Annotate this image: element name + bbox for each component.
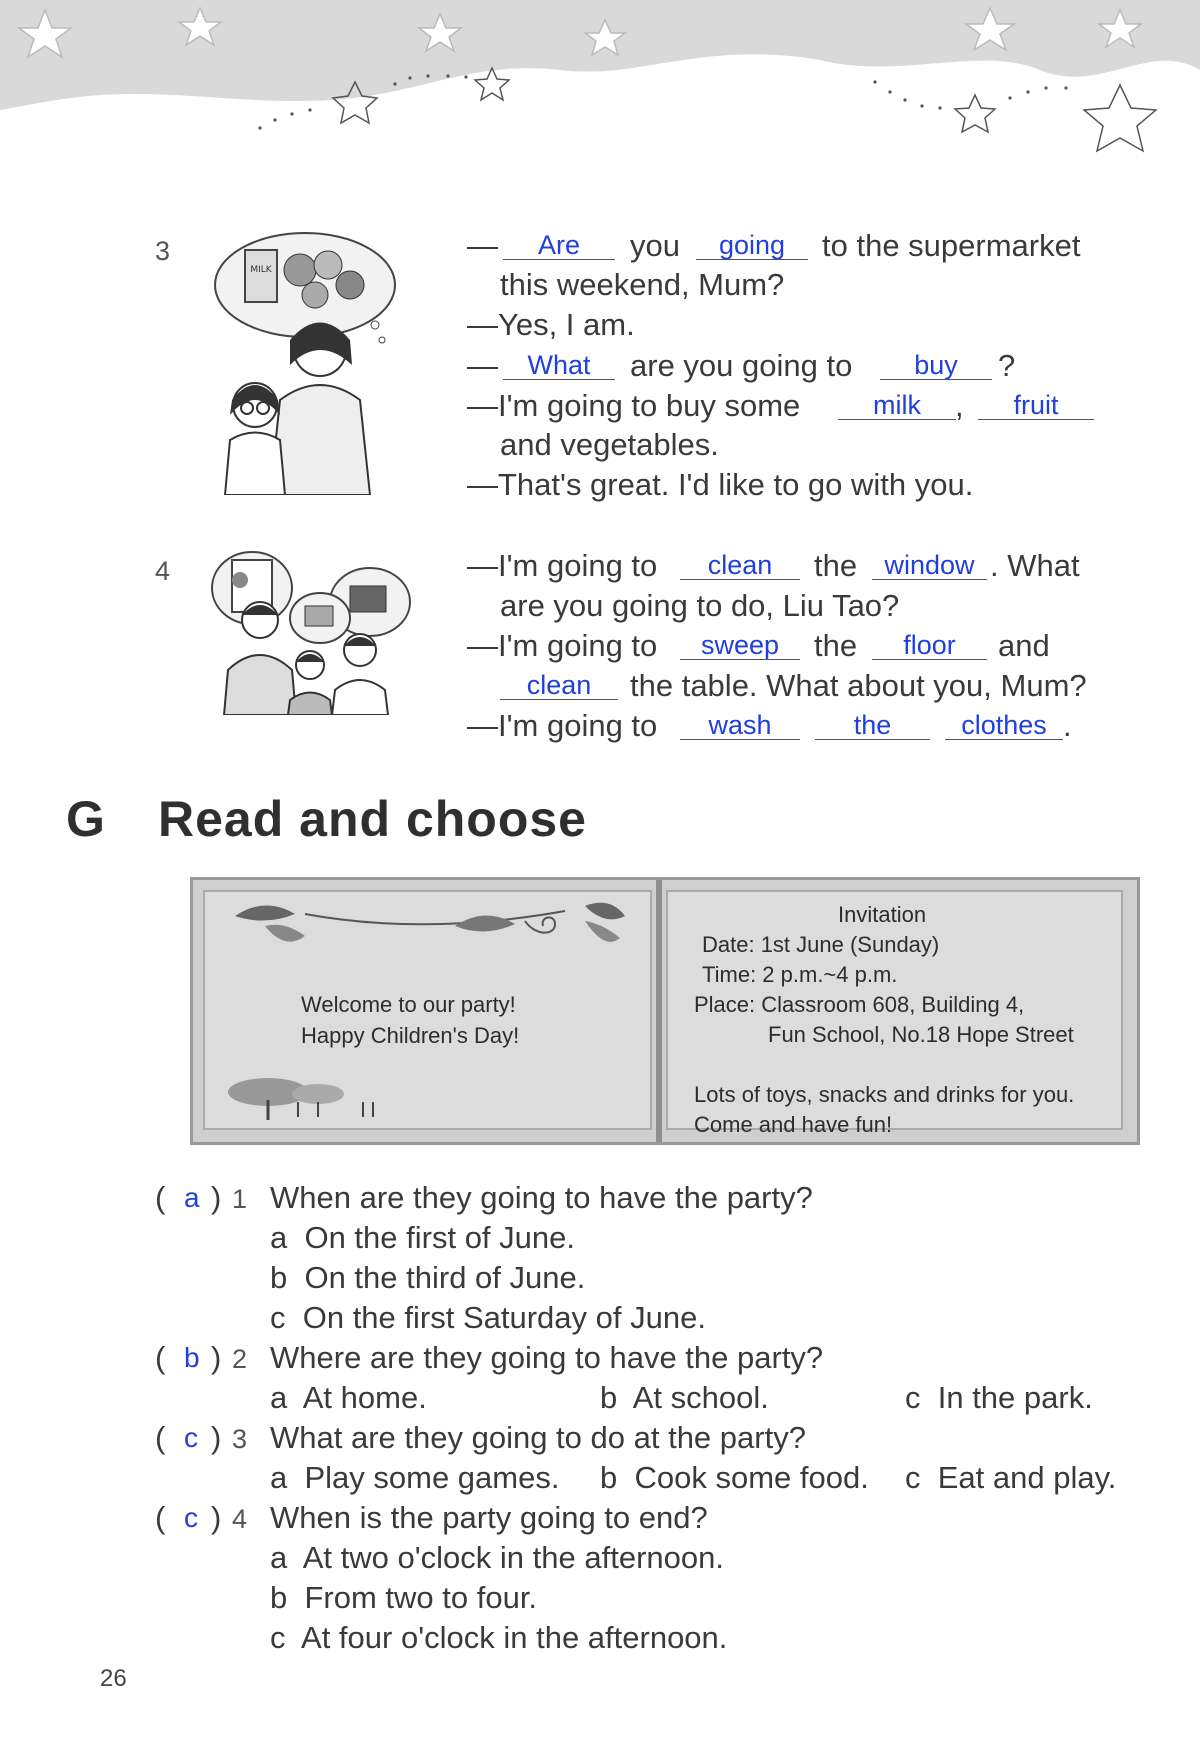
tree-decoration <box>223 1072 393 1122</box>
dialogue-text: this weekend, Mum? <box>500 267 785 302</box>
invitation-extras: Lots of toys, snacks and drinks for you. <box>694 1082 1075 1107</box>
invitation-place: Place: Classroom 608, Building 4, <box>694 992 1025 1017</box>
invitation-heading: Invitation <box>838 902 927 927</box>
answer-option: b Cook some food. <box>600 1460 869 1495</box>
answer-option: c Eat and play. <box>905 1460 1117 1495</box>
answer-blank[interactable]: the <box>815 710 930 740</box>
answer-blank[interactable]: going <box>696 230 808 260</box>
dialogue-text: —I'm going to <box>467 548 658 583</box>
answer-paren-open: ( <box>155 1500 166 1535</box>
question-number: 2 <box>232 1344 248 1374</box>
dialogue-text: are you going to do, Liu Tao? <box>500 588 900 623</box>
dialogue-text: the <box>814 548 858 583</box>
answer-option: a At home. <box>270 1380 427 1415</box>
leaf-decoration <box>225 896 635 956</box>
question-number: 3 <box>155 236 171 266</box>
answer-blank[interactable]: window <box>872 550 987 580</box>
answer-choice[interactable]: b <box>184 1342 200 1373</box>
shopping-illustration <box>210 230 400 495</box>
dialogue-text: the <box>814 628 858 663</box>
dialogue-text: the table. What about you, Mum? <box>630 668 1087 703</box>
invitation-welcome: Welcome to our party! <box>301 992 516 1017</box>
answer-blank[interactable]: clothes <box>945 710 1063 740</box>
card-fold <box>656 880 662 1142</box>
answer-option: b On the third of June. <box>270 1260 586 1295</box>
dialogue-dash: — <box>467 348 498 383</box>
answer-blank[interactable]: clean <box>680 550 800 580</box>
question-number: 4 <box>155 556 171 586</box>
answer-option: a Play some games. <box>270 1460 560 1495</box>
dialogue-text: are you going to <box>630 348 853 383</box>
answer-paren-open: ( <box>155 1340 166 1375</box>
invitation-date: Date: 1st June (Sunday) <box>702 932 940 957</box>
answer-blank[interactable]: milk <box>838 390 956 420</box>
dialogue-text: —Yes, I am. <box>467 307 635 342</box>
dialogue-text: —I'm going to <box>467 628 658 663</box>
answer-paren-close: ) <box>211 1340 222 1375</box>
answer-choice[interactable]: c <box>184 1502 198 1533</box>
dialogue-text: . <box>1063 708 1072 743</box>
answer-blank[interactable]: buy <box>880 350 992 380</box>
invitation-time: Time: 2 p.m.~4 p.m. <box>702 962 898 987</box>
dialogue-text: , <box>955 388 964 423</box>
answer-paren-close: ) <box>211 1180 222 1215</box>
section-heading <box>66 790 587 848</box>
question-text: Where are they going to have the party? <box>270 1340 824 1375</box>
invitation-cover <box>203 890 652 1130</box>
star-outline-icon <box>955 95 995 132</box>
chores-illustration <box>210 550 435 715</box>
answer-paren-close: ) <box>211 1500 222 1535</box>
answer-paren-open: ( <box>155 1420 166 1455</box>
question-number: 3 <box>232 1424 248 1454</box>
dialogue-text: —I'm going to buy some <box>467 388 801 423</box>
answer-paren-open: ( <box>155 1180 166 1215</box>
section-title: Read and choose <box>158 791 587 847</box>
svg-text:MILK: MILK <box>250 265 272 275</box>
dialogue-text: to the supermarket <box>822 228 1081 263</box>
question-text: When is the party going to end? <box>270 1500 708 1535</box>
invitation-address: Fun School, No.18 Hope Street <box>768 1022 1074 1047</box>
dialogue-dash: — <box>467 228 498 263</box>
dialogue-text: . What <box>990 548 1080 583</box>
star-outline-icon <box>1084 85 1156 151</box>
answer-choice[interactable]: a <box>184 1182 200 1213</box>
answer-blank[interactable]: wash <box>680 710 800 740</box>
answer-option: c In the park. <box>905 1380 1093 1415</box>
dialogue-text: and vegetables. <box>500 427 719 462</box>
question-text: What are they going to do at the party? <box>270 1420 806 1455</box>
answer-blank[interactable]: Are <box>503 230 615 260</box>
answer-option: a On the first of June. <box>270 1220 575 1255</box>
answer-choice[interactable]: c <box>184 1422 198 1453</box>
dialogue-text: —That's great. I'd like to go with you. <box>467 467 974 502</box>
answer-option: c At four o'clock in the afternoon. <box>270 1620 728 1655</box>
invitation-closing: Come and have fun! <box>694 1112 893 1137</box>
answer-blank[interactable]: sweep <box>680 630 800 660</box>
answer-blank[interactable]: What <box>503 350 615 380</box>
answer-blank[interactable]: floor <box>872 630 987 660</box>
section-letter: G <box>66 791 106 847</box>
answer-option: b At school. <box>600 1380 769 1415</box>
answer-paren-close: ) <box>211 1420 222 1455</box>
answer-blank[interactable]: fruit <box>978 390 1094 420</box>
answer-option: c On the first Saturday of June. <box>270 1300 706 1335</box>
invitation-card <box>190 877 1140 1145</box>
question-number: 1 <box>232 1184 248 1214</box>
dialogue-text: —I'm going to <box>467 708 658 743</box>
invitation-details <box>666 890 1123 1137</box>
question-text: When are they going to have the party? <box>270 1180 813 1215</box>
page-number: 26 <box>100 1665 127 1692</box>
dialogue-text: you <box>630 228 680 263</box>
dialogue-text: ? <box>998 348 1016 383</box>
invitation-greeting: Happy Children's Day! <box>301 1023 520 1048</box>
question-number: 4 <box>232 1504 248 1534</box>
star-banner <box>0 0 1200 160</box>
dialogue-text: and <box>998 628 1050 663</box>
answer-option: a At two o'clock in the afternoon. <box>270 1540 724 1575</box>
star-outline-icon <box>475 68 509 100</box>
answer-blank[interactable]: clean <box>500 670 618 700</box>
answer-option: b From two to four. <box>270 1580 538 1615</box>
